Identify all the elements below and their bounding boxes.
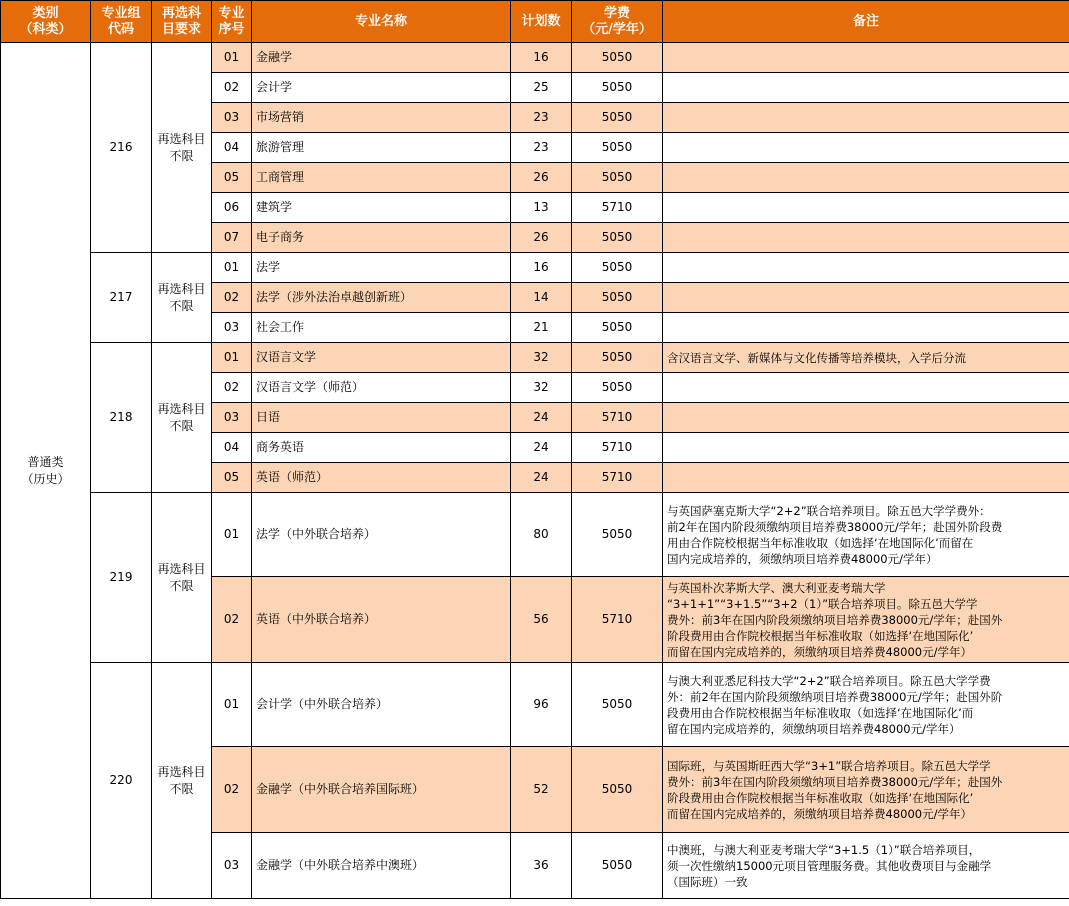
header-major-no: 专业 序号 [212, 1, 252, 43]
major-name-cell: 电子商务 [252, 223, 511, 253]
major-no-cell: 02 [212, 577, 252, 663]
table-body [1, 43, 1069, 899]
fee-cell: 5050 [572, 493, 663, 577]
major-name-cell: 商务英语 [252, 433, 511, 463]
major-no-cell: 02 [212, 747, 252, 833]
major-name-cell: 金融学 [252, 43, 511, 73]
remark-cell [663, 163, 1069, 193]
major-name-cell: 法学（涉外法治卓越创新班） [252, 283, 511, 313]
remark-line: 用由合作院校根据当年标准收取（如选择‘在地国际化’而留在 [667, 535, 974, 550]
major-name-cell: 法学 [252, 253, 511, 283]
major-name-cell: 汉语言文学（师范） [252, 373, 511, 403]
remark-cell [663, 313, 1069, 343]
fee-cell: 5050 [572, 373, 663, 403]
major-name-cell: 英语（中外联合培养） [252, 577, 511, 663]
fee-cell: 5050 [572, 73, 663, 103]
major-name-cell: 英语（师范） [252, 463, 511, 493]
remark-line: 国际班，与英国斯旺西大学“3+1”联合培养项目。除五邑大学学 [667, 758, 991, 773]
remark-line: 与澳大利亚悉尼科技大学“2+2”联合培养项目。除五邑大学学费 [667, 673, 991, 688]
remark-line: 含汉语言文学、新媒体与文化传播等培养模块，入学后分流 [667, 350, 966, 365]
fee-cell: 5050 [572, 253, 663, 283]
fee-cell: 5710 [572, 463, 663, 493]
header-fee: 学费 （元/学年） [572, 1, 663, 43]
header-remark: 备注 [663, 1, 1069, 43]
remark-cell [663, 833, 1069, 899]
group-code-cell: 218 [91, 343, 152, 493]
remark-line: “3+1+1”“3+1.5”“3+2（1）”联合培养项目。除五邑大学学 [667, 596, 978, 611]
plan-cell: 13 [511, 193, 572, 223]
remark-line: 留在国内完成培养的，须缴纳项目培养费48000元/学年） [667, 721, 961, 736]
plan-cell: 26 [511, 163, 572, 193]
plan-cell: 24 [511, 403, 572, 433]
major-name-cell: 工商管理 [252, 163, 511, 193]
remark-line: 费外：前3年在国内阶段须缴纳项目培养费38000元/学年；赴国外 [667, 774, 1003, 789]
major-no-cell: 01 [212, 43, 252, 73]
plan-cell: 52 [511, 747, 572, 833]
remark-cell [663, 747, 1069, 833]
remark-cell [663, 43, 1069, 73]
major-name-cell: 会计学 [252, 73, 511, 103]
group-code-cell: 216 [91, 43, 152, 253]
fee-cell: 5050 [572, 343, 663, 373]
remark-line: 须一次性缴纳15000元项目管理服务费。其他收费项目与金融学 [667, 858, 992, 873]
fee-cell: 5710 [572, 193, 663, 223]
table-row [1, 253, 1069, 283]
group-code-cell: 220 [91, 663, 152, 899]
major-name-cell: 旅游管理 [252, 133, 511, 163]
major-no-cell: 03 [212, 103, 252, 133]
header-category: 类别 （科类） [1, 1, 91, 43]
remark-cell [663, 193, 1069, 223]
plan-cell: 24 [511, 463, 572, 493]
fee-cell: 5050 [572, 163, 663, 193]
major-no-cell: 04 [212, 133, 252, 163]
remark-cell [663, 343, 1069, 373]
header-reselect: 再选科 目要求 [152, 1, 212, 43]
major-no-cell: 05 [212, 463, 252, 493]
remark-cell [663, 373, 1069, 403]
remark-line: 而留在国内完成培养的，须缴纳项目培养费48000元/学年） [667, 644, 972, 659]
remark-cell [663, 223, 1069, 253]
major-no-cell: 02 [212, 373, 252, 403]
major-name-cell: 法学（中外联合培养） [252, 493, 511, 577]
category-cell: 普通类 （历史） [1, 43, 91, 899]
requirement-cell: 再选科目 不限 [152, 343, 212, 493]
remark-cell [663, 283, 1069, 313]
remark-line: 段费用由合作院校根据当年标准收取（如选择‘在地国际化’而 [667, 705, 974, 720]
remark-line: 阶段费用由合作院校根据当年标准收取（如选择‘在地国际化’ [667, 790, 974, 805]
fee-cell: 5050 [572, 103, 663, 133]
table-row [1, 43, 1069, 73]
fee-cell: 5050 [572, 283, 663, 313]
remark-cell [663, 103, 1069, 133]
major-name-cell: 社会工作 [252, 313, 511, 343]
major-no-cell: 07 [212, 223, 252, 253]
major-no-cell: 01 [212, 253, 252, 283]
remark-line: 费外：前3年在国内阶段须缴纳项目培养费38000元/学年；赴国外 [667, 612, 1003, 627]
plan-cell: 25 [511, 73, 572, 103]
plan-cell: 56 [511, 577, 572, 663]
fee-cell: 5050 [572, 43, 663, 73]
major-no-cell: 03 [212, 403, 252, 433]
major-no-cell: 02 [212, 73, 252, 103]
remark-line: 前2年在国内阶段须缴纳项目培养费38000元/学年；赴国外阶段费 [667, 519, 1003, 534]
major-no-cell: 06 [212, 193, 252, 223]
table-row [1, 663, 1069, 747]
group-code-cell: 219 [91, 493, 152, 663]
major-name-cell: 汉语言文学 [252, 343, 511, 373]
plan-cell: 26 [511, 223, 572, 253]
major-no-cell: 04 [212, 433, 252, 463]
remark-line: （国际班）一致 [667, 874, 748, 889]
major-no-cell: 02 [212, 283, 252, 313]
header-plan: 计划数 [511, 1, 572, 43]
major-no-cell: 03 [212, 313, 252, 343]
plan-cell: 23 [511, 103, 572, 133]
header-major-name: 专业名称 [252, 1, 511, 43]
major-no-cell: 05 [212, 163, 252, 193]
header-row [1, 1, 1069, 43]
remark-cell [663, 663, 1069, 747]
major-name-cell: 金融学（中外联合培养中澳班） [252, 833, 511, 899]
remark-line: 而留在国内完成培养的，须缴纳项目培养费48000元/学年） [667, 806, 972, 821]
requirement-cell: 再选科目 不限 [152, 663, 212, 899]
remark-cell [663, 403, 1069, 433]
fee-cell: 5710 [572, 433, 663, 463]
plan-cell: 16 [511, 43, 572, 73]
major-name-cell: 金融学（中外联合培养国际班） [252, 747, 511, 833]
table-row [1, 343, 1069, 373]
remark-cell [663, 577, 1069, 663]
plan-cell: 32 [511, 373, 572, 403]
fee-cell: 5050 [572, 747, 663, 833]
requirement-cell: 再选科目 不限 [152, 43, 212, 253]
major-no-cell: 01 [212, 663, 252, 747]
major-no-cell: 01 [212, 493, 252, 577]
fee-cell: 5050 [572, 833, 663, 899]
requirement-cell: 再选科目 不限 [152, 493, 212, 663]
plan-cell: 24 [511, 433, 572, 463]
plan-cell: 23 [511, 133, 572, 163]
remark-line: 国内完成培养的，须缴纳项目培养费48000元/学年） [667, 551, 938, 566]
fee-cell: 5050 [572, 313, 663, 343]
major-no-cell: 03 [212, 833, 252, 899]
major-name-cell: 会计学（中外联合培养） [252, 663, 511, 747]
plan-cell: 96 [511, 663, 572, 747]
remark-line: 外：前2年在国内阶段须缴纳项目培养费38000元/学年；赴国外阶 [667, 689, 1003, 704]
requirement-cell: 再选科目 不限 [152, 253, 212, 343]
remark-line: 与英国萨塞克斯大学“2+2”联合培养项目。除五邑大学学费外： [667, 503, 991, 518]
remark-line: 中澳班，与澳大利亚麦考瑞大学“3+1.5（1）”联合培养项目， [667, 842, 981, 857]
plan-cell: 32 [511, 343, 572, 373]
plan-cell: 36 [511, 833, 572, 899]
plan-cell: 16 [511, 253, 572, 283]
fee-cell: 5710 [572, 577, 663, 663]
remark-cell [663, 73, 1069, 103]
group-code-cell: 217 [91, 253, 152, 343]
remark-cell [663, 433, 1069, 463]
table-row [1, 493, 1069, 577]
major-name-cell: 建筑学 [252, 193, 511, 223]
remark-cell [663, 493, 1069, 577]
major-name-cell: 市场营销 [252, 103, 511, 133]
plan-cell: 80 [511, 493, 572, 577]
remark-cell [663, 463, 1069, 493]
fee-cell: 5050 [572, 663, 663, 747]
fee-cell: 5050 [572, 133, 663, 163]
header-group-code: 专业组 代码 [91, 1, 152, 43]
plan-cell: 14 [511, 283, 572, 313]
fee-cell: 5710 [572, 403, 663, 433]
remark-cell [663, 253, 1069, 283]
major-name-cell: 日语 [252, 403, 511, 433]
remark-cell [663, 133, 1069, 163]
major-no-cell: 01 [212, 343, 252, 373]
remark-line: 与英国朴次茅斯大学、澳大利亚麦考瑞大学 [667, 580, 886, 595]
remark-line: 阶段费用由合作院校根据当年标准收取（如选择‘在地国际化’ [667, 628, 974, 643]
fee-cell: 5050 [572, 223, 663, 253]
plan-cell: 21 [511, 313, 572, 343]
